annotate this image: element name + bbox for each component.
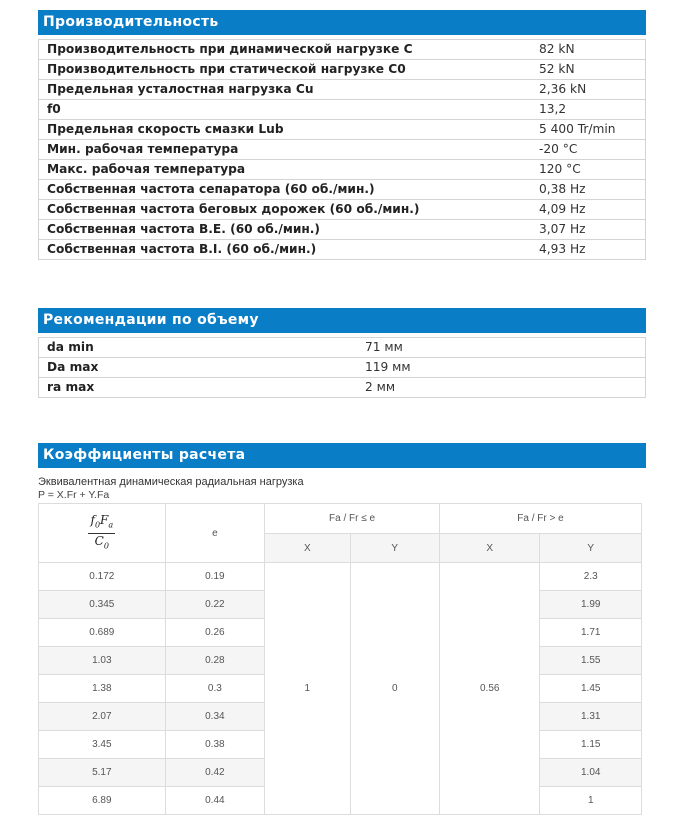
performance-label: f0 [39, 100, 532, 120]
ratio-cell: 5.17 [39, 759, 166, 787]
coefficients-section [38, 443, 646, 815]
ratio-header [39, 504, 166, 563]
performance-value: 5 400 Tr/min [531, 120, 646, 140]
e-cell: 0.44 [165, 787, 264, 815]
performance-label: Предельная скорость смазки Lub [39, 120, 532, 140]
coefficients-header: Коэффициенты расчета [38, 443, 646, 468]
performance-value: 4,09 Hz [531, 200, 646, 220]
volume-row [39, 338, 646, 358]
performance-row [39, 220, 646, 240]
performance-label: Производительность при динамической нагрузке C [39, 40, 532, 60]
coef-row [39, 563, 642, 591]
volume-section [38, 308, 646, 398]
coefficients-subtitle: Эквивалентная динамическая радиальная нагрузка [38, 476, 304, 488]
volume-table [38, 337, 646, 398]
ratio-cell: 3.45 [39, 731, 166, 759]
group-le-header: Fa / Fr ≤ e [265, 504, 440, 534]
performance-value: 120 °C [531, 160, 646, 180]
x-gt-cell: 0.56 [439, 563, 540, 815]
group-gt-header: Fa / Fr > e [439, 504, 641, 534]
y-gt-cell: 1.71 [540, 619, 642, 647]
performance-value: 2,36 kN [531, 80, 646, 100]
volume-header: Рекомендации по объему [38, 308, 646, 333]
performance-row [39, 100, 646, 120]
y-gt-cell: 1 [540, 787, 642, 815]
performance-label: Собственная частота B.I. (60 об./мин.) [39, 240, 532, 260]
e-cell: 0.42 [165, 759, 264, 787]
performance-label: Предельная усталостная нагрузка Cu [39, 80, 532, 100]
performance-label: Мин. рабочая температура [39, 140, 532, 160]
y-gt-cell: 1.15 [540, 731, 642, 759]
e-cell: 0.19 [165, 563, 264, 591]
performance-label: Собственная частота беговых дорожек (60 об./мин.) [39, 200, 532, 220]
y-gt-cell: 2.3 [540, 563, 642, 591]
y-gt-cell: 1.45 [540, 675, 642, 703]
performance-row [39, 80, 646, 100]
performance-row [39, 160, 646, 180]
ratio-cell: 1.38 [39, 675, 166, 703]
ratio-cell: 2.07 [39, 703, 166, 731]
volume-row [39, 378, 646, 398]
performance-label: Собственная частота B.E. (60 об./мин.) [39, 220, 532, 240]
performance-row [39, 120, 646, 140]
performance-table [38, 39, 646, 260]
ratio-cell: 6.89 [39, 787, 166, 815]
x-gt-header: X [439, 534, 540, 563]
performance-section [38, 10, 646, 260]
volume-value: 2 мм [357, 378, 646, 398]
ratio-cell: 0.689 [39, 619, 166, 647]
y-le-cell: 0 [350, 563, 439, 815]
e-cell: 0.38 [165, 731, 264, 759]
ratio-cell: 0.172 [39, 563, 166, 591]
volume-label: da min [39, 338, 358, 358]
e-cell: 0.34 [165, 703, 264, 731]
y-gt-cell: 1.99 [540, 591, 642, 619]
y-gt-cell: 1.04 [540, 759, 642, 787]
performance-value: 82 kN [531, 40, 646, 60]
coefficients-formula: P = X.Fr + Y.Fa [38, 489, 110, 501]
y-le-header: Y [350, 534, 439, 563]
ratio-cell: 0.345 [39, 591, 166, 619]
x-le-header: X [265, 534, 350, 563]
e-cell: 0.3 [165, 675, 264, 703]
e-header: e [165, 504, 264, 563]
e-cell: 0.26 [165, 619, 264, 647]
performance-row [39, 240, 646, 260]
performance-header: Производительность [38, 10, 646, 35]
coef-header-row [39, 504, 642, 534]
performance-label: Собственная частота сепаратора (60 об./мин.) [39, 180, 532, 200]
x-le-cell: 1 [265, 563, 350, 815]
y-gt-cell: 1.55 [540, 647, 642, 675]
performance-label: Макс. рабочая температура [39, 160, 532, 180]
performance-value: -20 °C [531, 140, 646, 160]
performance-value: 0,38 Hz [531, 180, 646, 200]
performance-value: 52 kN [531, 60, 646, 80]
performance-row [39, 180, 646, 200]
performance-label: Производительность при статической нагрузке C0 [39, 60, 532, 80]
volume-row [39, 358, 646, 378]
performance-value: 4,93 Hz [531, 240, 646, 260]
performance-row [39, 200, 646, 220]
e-cell: 0.28 [165, 647, 264, 675]
performance-value: 13,2 [531, 100, 646, 120]
volume-label: ra max [39, 378, 358, 398]
y-gt-cell: 1.31 [540, 703, 642, 731]
volume-label: Da max [39, 358, 358, 378]
volume-value: 71 мм [357, 338, 646, 358]
volume-value: 119 мм [357, 358, 646, 378]
coefficients-table [38, 503, 642, 815]
performance-row [39, 60, 646, 80]
e-cell: 0.22 [165, 591, 264, 619]
performance-row [39, 140, 646, 160]
y-gt-header: Y [540, 534, 642, 563]
performance-value: 3,07 Hz [531, 220, 646, 240]
performance-row [39, 40, 646, 60]
ratio-cell: 1.03 [39, 647, 166, 675]
ratio-fraction: $\frac{f_0F_a}{C_0}$ [90, 513, 114, 550]
